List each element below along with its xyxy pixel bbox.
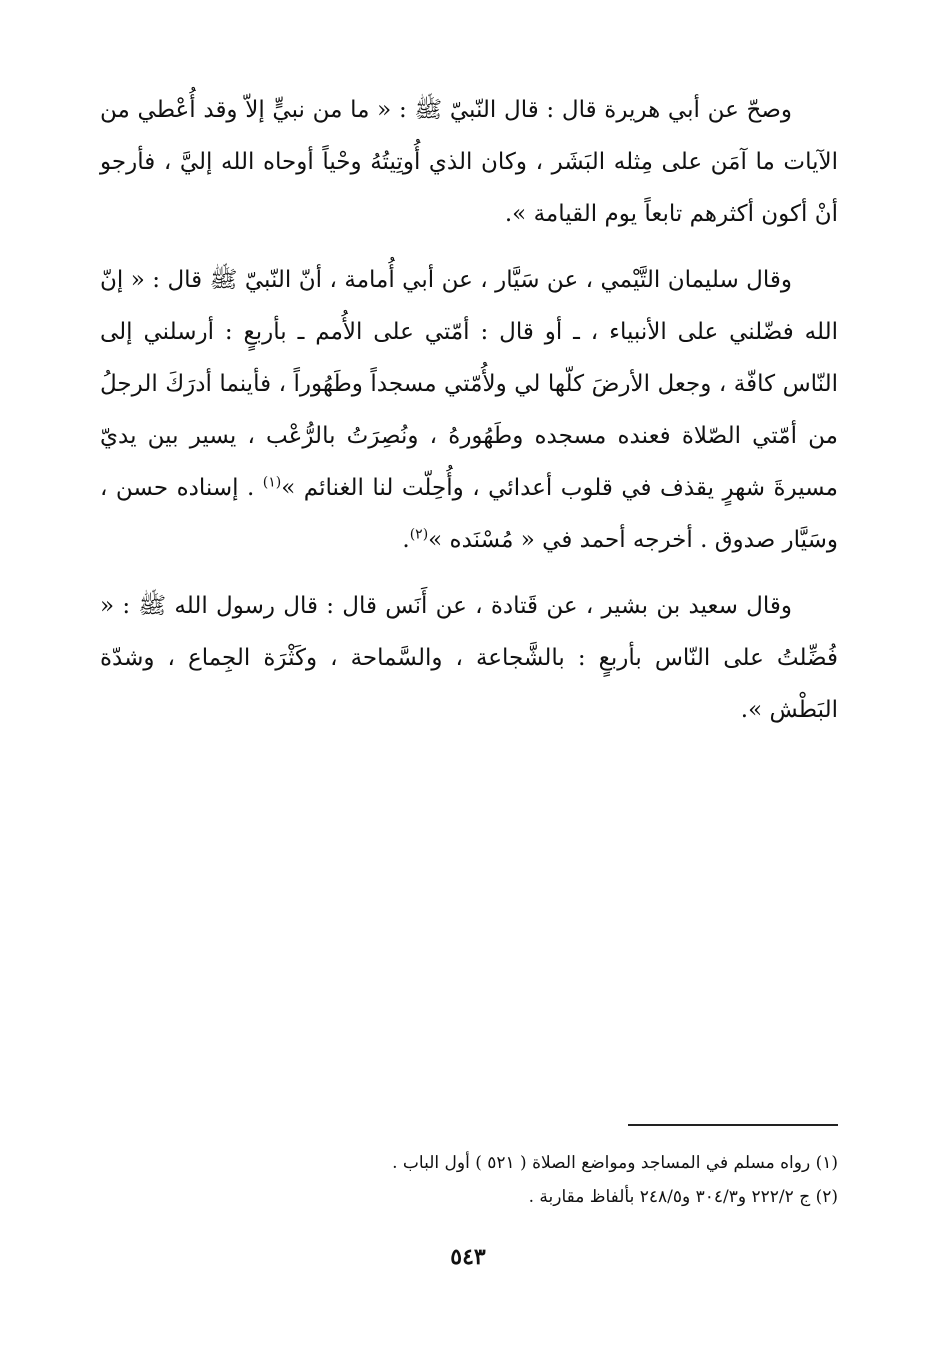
main-text (100, 84, 838, 736)
paragraph-abu-hurayra (100, 84, 838, 240)
footnote-2: (٢) ج ٢٢٢/٢ و٣٠٤/٣ و٢٤٨/٥ بألفاظ مقاربة . (528, 1187, 838, 1207)
footnotes (100, 1146, 838, 1214)
paragraph-text-tail: . إسناده حسن ، وسَيَّار صدوق . أخرجه أحمد في « مُسْنَده » (100, 475, 838, 553)
paragraph-text: وصحّ عن أبي هريرة قال : قال النّبيّ ﷺ : « ما من نبيٍّ إلاّ وقد أُعْطي من الآيات ما آمَن على مِثله البَشَر ، وكان الذي أُوتِيتُهُ وحْياً أوحاه الله إليَّ ، فأرجو أنْ أكون أكثرهم تابعاً يوم القيامة ». (100, 97, 838, 227)
footnote-divider (628, 1124, 838, 1126)
paragraph-text-end: . (402, 527, 410, 553)
footnote-1: (١) رواه مسلم في المساجد ومواضع الصلاة ( ٥٢١ ) أول الباب . (392, 1153, 838, 1173)
footnote-ref-2[interactable]: (٢) (409, 526, 429, 543)
paragraph-text: وقال سليمان التَّيْمي ، عن سَيَّار ، عن أبي أُمامة ، أنّ النّبيّ ﷺ قال : « إنّ الله فضّلني على الأنبياء ، ـ أو قال : أمّتي على الأُمم ـ بأربعٍ : أرسلني إلى النّاس كافّة ، وجعل الأرضَ كلّها لي ولأُمّتي مسجداً وطَهُوراً ، فأينما أدرَكَ الرجلُ من أمّتي الصّلاة فعنده مسجده وطَهُورهُ ، ونُصِرَتُ بالرُّعْب ، يسير بين يديّ مسيرةَ شهرٍ يقذف في قلوب أعدائي ، وأُحِلّت لنا الغنائم » (100, 267, 838, 501)
paragraph-text: وقال سعيد بن بشير ، عن قَتادة ، عن أَنَس قال : قال رسول الله ﷺ : « فُضِّلتُ على النّاس بأربعٍ : بالشَّجاعة ، والسَّماحة ، وكَثْرَة الجِماع ، وشدّة البَطْش ». (100, 593, 838, 723)
paragraph-said-ibn-bashir (100, 580, 838, 736)
page-number: ٥٤٣ (450, 1244, 486, 1270)
footnote-ref-1[interactable]: (١) (262, 474, 282, 491)
paragraph-sulayman-altaymi (100, 254, 838, 566)
